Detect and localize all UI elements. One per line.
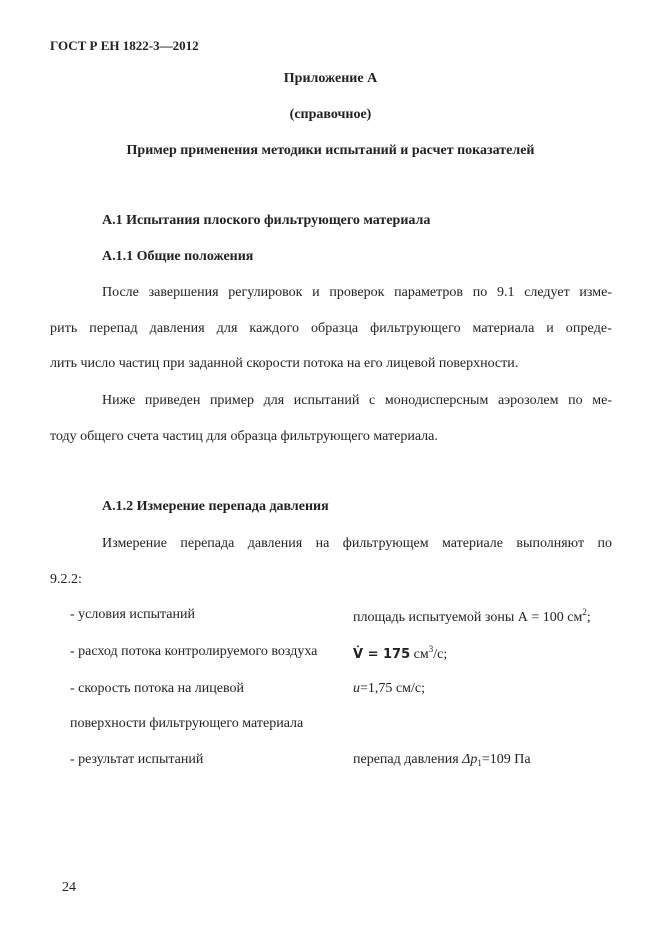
condition-value <box>353 752 531 768</box>
paragraph-line: 9.2.2: <box>50 572 82 587</box>
subscript: 1 <box>477 758 482 768</box>
page-number: 24 <box>62 880 76 895</box>
condition-label: - результат испытаний <box>70 752 204 767</box>
section-a12-title: А.1.2 Измерение перепада давления <box>102 499 329 514</box>
document-header: ГОСТ Р ЕН 1822-3—2012 <box>50 38 199 53</box>
condition-label-continuation: поверхности фильтрующего материала <box>70 716 304 731</box>
condition-value-suffix: /с; <box>433 647 448 662</box>
condition-value-text: перепад давления <box>353 752 463 767</box>
velocity-variable: u <box>353 681 360 696</box>
section-a1-title: А.1 Испытания плоского фильтрующего материала <box>102 213 431 228</box>
paragraph-line: После завершения регулировок и проверок параметров по 9.1 следует изме- <box>102 285 612 300</box>
paragraph-line: Ниже приведен пример для испытаний с монодисперсным аэрозолем по ме- <box>102 393 612 408</box>
appendix-title: Приложение А <box>283 71 378 86</box>
superscript: 2 <box>582 607 587 617</box>
condition-value-suffix: ; <box>586 610 591 625</box>
appendix-heading: Пример применения методики испытаний и расчет показателей <box>126 143 535 158</box>
flow-formula: V̇ = 175 <box>353 647 411 662</box>
paragraph-line: лить число частиц при заданной скорости потока на его лицевой поверхности. <box>50 356 519 371</box>
condition-value-unit: см <box>410 647 429 662</box>
condition-label: - условия испытаний <box>70 607 195 622</box>
condition-value <box>353 681 425 697</box>
paragraph-line: тоду общего счета частиц для образца фильтрующего материала. <box>50 429 438 444</box>
condition-label: - расход потока контролируемого воздуха <box>70 644 318 659</box>
condition-value <box>353 644 447 663</box>
appendix-subtitle: (справочное) <box>289 107 372 122</box>
paragraph-line: рить перепад давления для каждого образца фильтрующего материала и опреде- <box>50 321 612 336</box>
condition-value-text: площадь испытуемой зоны А = 100 см <box>353 610 583 625</box>
paragraph-line: Измерение перепада давления на фильтрующем материале выполняют по <box>102 536 612 551</box>
section-a11-title: А.1.1 Общие положения <box>102 249 254 264</box>
condition-label: - скорость потока на лицевой <box>70 681 244 696</box>
pressure-variable: Δp <box>462 752 478 767</box>
condition-value-suffix: =109 Па <box>481 752 531 767</box>
condition-value-suffix: =1,75 см/с; <box>360 681 425 696</box>
condition-value <box>353 607 591 626</box>
superscript: 3 <box>428 644 434 654</box>
